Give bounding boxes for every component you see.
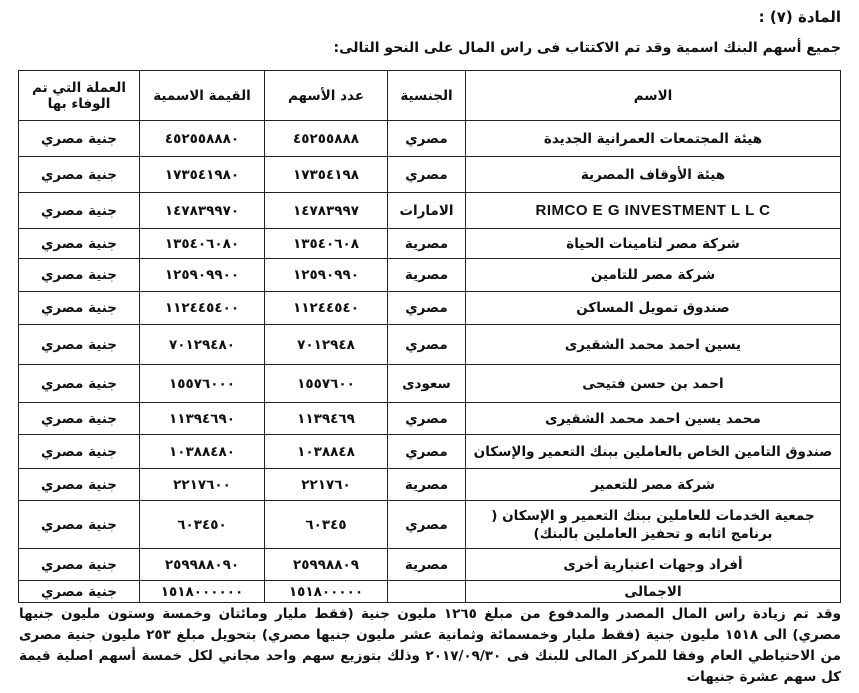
cell-shares-count: ١٤٧٨٣٩٩٧: [265, 193, 388, 229]
cell-name: هيئة المجتمعات العمرانية الجديدة: [466, 121, 841, 157]
cell-shares-count: ١٢٥٩٠٩٩٠: [265, 259, 388, 292]
capital-increase-paragraph: وقد تم زيادة راس المال المصدر والمدفوع من مبلغ ١٢٦٥ مليون جنية (فقط مليار ومائتان وخمسة وستون مليون جنيها مصري) الى ١٥١٨ مليون جنية (فقط مليار وخمسمائة وثمانية عشر مليون جنيها مصري) بتحويل مبلغ ٢٥٣ مليون جنية مصرى من الاحتياطي العام وفقا للمركز المالى للبنك فى ٢٠١٧/٠٩/٣٠ وذلك بتوزيع سهم واحد مجاني لكل خمسة أسهم اصلية قيمة كل سهم عشرة جنيهات: [19, 606, 841, 685]
cell-nationality: مصري: [388, 325, 466, 365]
cell-nationality: مصرية: [388, 259, 466, 292]
cell-name: محمد يسين احمد محمد الشقيرى: [466, 403, 841, 435]
cell-name: صندوق تمويل المساكن: [466, 292, 841, 325]
header-nominal-value: القيمة الاسمية: [140, 71, 265, 121]
cell-nationality: مصرية: [388, 469, 466, 501]
cell-nominal-value: ٦٠٣٤٥٠: [140, 501, 265, 549]
cell-currency: جنية مصري: [19, 229, 140, 259]
header-shares-count: عدد الأسهم: [265, 71, 388, 121]
cell-shares-count: ١١٢٤٤٥٤٠: [265, 292, 388, 325]
cell-nominal-value: ٢٥٩٩٨٨٠٩٠: [140, 549, 265, 581]
cell-shares-count: ١١٣٩٤٦٩: [265, 403, 388, 435]
cell-currency: جنية مصري: [19, 193, 140, 229]
table-total-row: [19, 581, 841, 603]
table-row: [19, 435, 841, 469]
cell-name: شركة مصر للتعمير: [466, 469, 841, 501]
cell-nationality: مصري: [388, 435, 466, 469]
cell-nationality: مصري: [388, 292, 466, 325]
cell-name: شركة مصر لتامينات الحياة: [466, 229, 841, 259]
cell-shares-count: ٧٠١٢٩٤٨: [265, 325, 388, 365]
cell-currency: جنية مصري: [19, 365, 140, 403]
cell-total-nominal-value: ١٥١٨٠٠٠٠٠٠: [140, 581, 265, 603]
cell-nationality: مصرية: [388, 549, 466, 581]
table-row: [19, 501, 841, 549]
cell-nationality: مصري: [388, 121, 466, 157]
cell-nominal-value: ٤٥٢٥٥٨٨٨٠: [140, 121, 265, 157]
cell-name: جمعية الخدمات للعاملين ببنك التعمير و الإسكان ( برنامج اثابه و تحفيز العاملين بالبنك): [466, 501, 841, 549]
cell-nominal-value: ٧٠١٢٩٤٨٠: [140, 325, 265, 365]
cell-name: شركة مصر للتامين: [466, 259, 841, 292]
cell-currency: جنية مصري: [19, 325, 140, 365]
cell-shares-count: ٢٢١٧٦٠: [265, 469, 388, 501]
header-name: الاسم: [466, 71, 841, 121]
cell-shares-count: ١٥٥٧٦٠٠: [265, 365, 388, 403]
cell-total-currency: جنية مصري: [19, 581, 140, 603]
cell-name: هيئة الأوقاف المصرية: [466, 157, 841, 193]
cell-name: RIMCO E G INVESTMENT L L C: [466, 193, 841, 229]
cell-nationality: مصرية: [388, 229, 466, 259]
cell-currency: جنية مصري: [19, 121, 140, 157]
table-row: [19, 292, 841, 325]
cell-nominal-value: ١٣٥٤٠٦٠٨٠: [140, 229, 265, 259]
table-row: [19, 259, 841, 292]
cell-currency: جنية مصري: [19, 435, 140, 469]
cell-currency: جنية مصري: [19, 549, 140, 581]
cell-shares-count: ١٣٥٤٠٦٠٨: [265, 229, 388, 259]
cell-nationality: مصري: [388, 403, 466, 435]
cell-shares-count: ١٠٣٨٨٤٨: [265, 435, 388, 469]
table-row: [19, 121, 841, 157]
cell-name: أفراد وجهات اعتبارية أخرى: [466, 549, 841, 581]
shareholders-table: [18, 70, 841, 603]
table-row: [19, 365, 841, 403]
cell-nominal-value: ١٤٧٨٣٩٩٧٠: [140, 193, 265, 229]
cell-currency: جنية مصري: [19, 292, 140, 325]
table-row: [19, 469, 841, 501]
cell-nominal-value: ١٥٥٧٦٠٠٠: [140, 365, 265, 403]
cell-nationality: مصري: [388, 157, 466, 193]
article-title: المادة (٧) :: [758, 8, 841, 26]
cell-currency: جنية مصري: [19, 157, 140, 193]
table-row: [19, 325, 841, 365]
cell-shares-count: ٢٥٩٩٨٨٠٩: [265, 549, 388, 581]
cell-nationality: سعودى: [388, 365, 466, 403]
cell-name: احمد بن حسن فتيحى: [466, 365, 841, 403]
header-currency: العملة التي تم الوفاء بها: [19, 71, 140, 121]
intro-text: جميع أسهم البنك اسمية وقد تم الاكتتاب فى راس المال على النحو التالى:: [333, 40, 841, 56]
cell-nominal-value: ١٧٣٥٤١٩٨٠: [140, 157, 265, 193]
cell-nominal-value: ١١٣٩٤٦٩٠: [140, 403, 265, 435]
cell-nationality: مصري: [388, 501, 466, 549]
cell-shares-count: ٦٠٣٤٥: [265, 501, 388, 549]
cell-name: صندوق التامين الخاص بالعاملين ببنك التعمير والإسكان: [466, 435, 841, 469]
table-row: [19, 549, 841, 581]
cell-currency: جنية مصري: [19, 469, 140, 501]
cell-nominal-value: ١٢٥٩٠٩٩٠٠: [140, 259, 265, 292]
table-header-row: [19, 71, 841, 121]
cell-currency: جنية مصري: [19, 501, 140, 549]
header-nationality: الجنسية: [388, 71, 466, 121]
cell-nominal-value: ١١٢٤٤٥٤٠٠: [140, 292, 265, 325]
cell-shares-count: ٤٥٢٥٥٨٨٨: [265, 121, 388, 157]
table-row: [19, 193, 841, 229]
cell-currency: جنية مصري: [19, 403, 140, 435]
table-row: [19, 403, 841, 435]
cell-nationality: الامارات: [388, 193, 466, 229]
cell-total-nationality: [388, 581, 466, 603]
cell-total-label: الاجمالى: [466, 581, 841, 603]
cell-name: يسين احمد محمد الشقيرى: [466, 325, 841, 365]
table-row: [19, 157, 841, 193]
cell-shares-count: ١٧٣٥٤١٩٨: [265, 157, 388, 193]
table-row: [19, 229, 841, 259]
cell-nominal-value: ٢٢١٧٦٠٠: [140, 469, 265, 501]
cell-nominal-value: ١٠٣٨٨٤٨٠: [140, 435, 265, 469]
cell-total-shares-count: ١٥١٨٠٠٠٠٠: [265, 581, 388, 603]
cell-currency: جنية مصري: [19, 259, 140, 292]
